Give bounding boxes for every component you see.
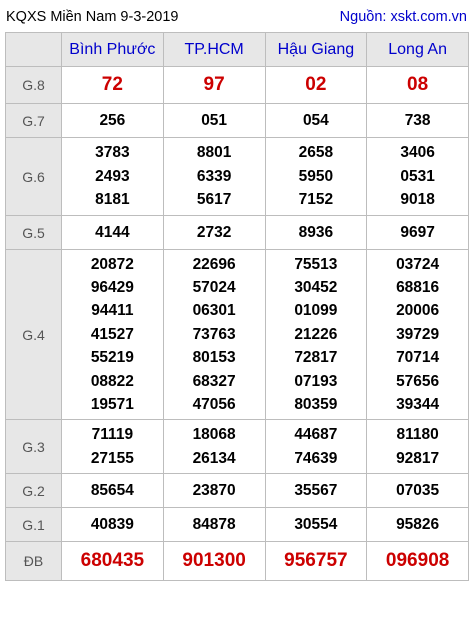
prize-row	[6, 474, 469, 508]
prize-cell	[163, 508, 265, 542]
prize-number: 73763	[192, 325, 236, 343]
prize-cell	[265, 474, 367, 508]
results-container	[5, 2, 469, 581]
prize-number: 41527	[90, 325, 134, 343]
prize-number: 44687	[294, 426, 338, 444]
prize-number: 21226	[294, 325, 338, 343]
prize-number: 75513	[294, 255, 338, 273]
prize-cell	[367, 420, 469, 474]
prize-number: 02	[305, 74, 327, 96]
prize-number: 57024	[192, 278, 236, 296]
prize-number: 2493	[95, 167, 130, 185]
prize-cell	[62, 250, 164, 420]
prize-number: 3783	[95, 144, 130, 162]
prize-row	[6, 104, 469, 138]
prize-cell	[265, 250, 367, 420]
prize-cell	[163, 474, 265, 508]
prize-number: 30452	[294, 278, 338, 296]
prize-number: 3406	[400, 144, 435, 162]
prize-label: G.3	[6, 420, 62, 474]
prize-number: 74639	[294, 449, 338, 467]
prize-label: G.1	[6, 508, 62, 542]
prize-cell	[367, 250, 469, 420]
prize-number: 01099	[294, 302, 338, 320]
prize-cell	[163, 104, 265, 138]
prize-row	[6, 216, 469, 250]
prize-number: 5617	[196, 191, 232, 209]
prize-number: 27155	[90, 449, 134, 467]
prize-cell	[367, 508, 469, 542]
prize-number: 7152	[298, 191, 334, 209]
prize-number: 84878	[192, 515, 236, 533]
prize-number: 680435	[80, 550, 145, 572]
prize-label: G.4	[6, 250, 62, 420]
prize-number: 97	[203, 74, 225, 96]
page-header	[5, 2, 469, 32]
prize-number: 5950	[298, 167, 334, 185]
prize-number: 901300	[182, 550, 246, 572]
prize-row	[6, 138, 469, 216]
prize-cell	[265, 104, 367, 138]
prize-cell	[62, 67, 164, 104]
province-tp-hcm[interactable]: TP.HCM	[163, 33, 265, 67]
corner-cell	[6, 33, 62, 67]
prize-number: 8181	[95, 191, 130, 209]
prize-label: G.5	[6, 216, 62, 250]
prize-number: 92817	[396, 449, 440, 467]
prize-cell	[163, 67, 265, 104]
prize-cell	[62, 508, 164, 542]
prize-number: 06301	[192, 302, 236, 320]
page-title: KQXS Miền Nam 9-3-2019	[6, 9, 179, 25]
prize-cell	[367, 138, 469, 216]
prize-cell	[265, 542, 367, 581]
province-long-an[interactable]: Long An	[367, 33, 469, 67]
prize-cell	[265, 138, 367, 216]
province-hậu-giang[interactable]: Hậu Giang	[265, 33, 367, 67]
prize-number: 4144	[95, 223, 130, 241]
source-link[interactable]: Nguồn: xskt.com.vn	[339, 9, 467, 25]
prize-number: 8936	[298, 223, 334, 241]
prize-number: 051	[201, 111, 228, 129]
prize-number: 19571	[90, 396, 134, 414]
prize-number: 256	[99, 111, 126, 129]
prize-cell	[62, 474, 164, 508]
prize-number: 57656	[396, 372, 440, 390]
prize-number: 40839	[90, 515, 134, 533]
prize-number: 94411	[91, 302, 134, 320]
prize-number: 70714	[396, 349, 440, 367]
prize-number: 80359	[294, 396, 338, 414]
prize-cell	[265, 420, 367, 474]
prize-row	[6, 420, 469, 474]
prize-number: 2732	[196, 223, 232, 241]
prize-number: 95826	[396, 515, 440, 533]
prize-cell	[265, 508, 367, 542]
prize-cell	[62, 216, 164, 250]
prize-row	[6, 508, 469, 542]
prize-number: 9018	[400, 191, 435, 209]
prize-row	[6, 542, 469, 581]
prize-number: 20872	[90, 255, 134, 273]
prize-number: 68816	[396, 278, 440, 296]
prize-number: 80153	[192, 349, 236, 367]
prize-cell	[62, 420, 164, 474]
prize-number: 0531	[400, 167, 435, 185]
prize-number: 20006	[396, 302, 440, 320]
prize-cell	[367, 216, 469, 250]
prize-cell	[163, 420, 265, 474]
prize-number: 35567	[294, 481, 338, 499]
prize-cell	[163, 216, 265, 250]
prize-cell	[367, 67, 469, 104]
prize-label: G.8	[6, 67, 62, 104]
prize-number: 2658	[298, 144, 334, 162]
province-bình-phước[interactable]: Bình Phước	[62, 33, 164, 67]
prize-cell	[62, 138, 164, 216]
prize-cell	[163, 250, 265, 420]
prize-number: 096908	[385, 550, 450, 572]
prize-label: ĐB	[6, 542, 62, 581]
prize-number: 18068	[192, 426, 236, 444]
prize-number: 72817	[294, 349, 338, 367]
prize-row	[6, 250, 469, 420]
prize-number: 30554	[294, 515, 338, 533]
prize-cell	[62, 542, 164, 581]
prize-cell	[367, 542, 469, 581]
prize-number: 054	[302, 111, 329, 129]
prize-number: 8801	[196, 144, 232, 162]
prize-cell	[265, 67, 367, 104]
prize-cell	[265, 216, 367, 250]
prize-number: 39344	[396, 396, 440, 414]
prize-number: 39729	[396, 325, 440, 343]
prize-number: 07193	[294, 372, 338, 390]
prize-number: 85654	[90, 481, 134, 499]
prize-number: 68327	[192, 372, 236, 390]
prize-cell	[163, 542, 265, 581]
prize-label: G.2	[6, 474, 62, 508]
prize-cell	[163, 138, 265, 216]
prize-number: 71119	[91, 426, 134, 444]
prize-cell	[367, 474, 469, 508]
prize-number: 23870	[192, 481, 236, 499]
prize-number: 96429	[90, 278, 134, 296]
prize-cell	[367, 104, 469, 138]
province-header-row	[6, 33, 469, 67]
prize-number: 22696	[192, 255, 236, 273]
prize-number: 9697	[400, 223, 435, 241]
prize-number: 07035	[396, 481, 440, 499]
prize-label: G.6	[6, 138, 62, 216]
prize-number: 47056	[192, 396, 236, 414]
prize-number: 81180	[396, 426, 439, 444]
prize-number: 55219	[90, 349, 134, 367]
prize-number: 738	[404, 111, 431, 129]
prize-cell	[62, 104, 164, 138]
lottery-results-table	[5, 32, 469, 581]
prize-number: 08	[407, 74, 429, 96]
prize-number: 6339	[196, 167, 232, 185]
prize-number: 26134	[192, 449, 236, 467]
prize-number: 08822	[90, 372, 134, 390]
prize-row	[6, 67, 469, 104]
prize-number: 03724	[396, 255, 440, 273]
prize-label: G.7	[6, 104, 62, 138]
prize-number: 956757	[284, 550, 348, 572]
prize-number: 72	[101, 74, 123, 96]
